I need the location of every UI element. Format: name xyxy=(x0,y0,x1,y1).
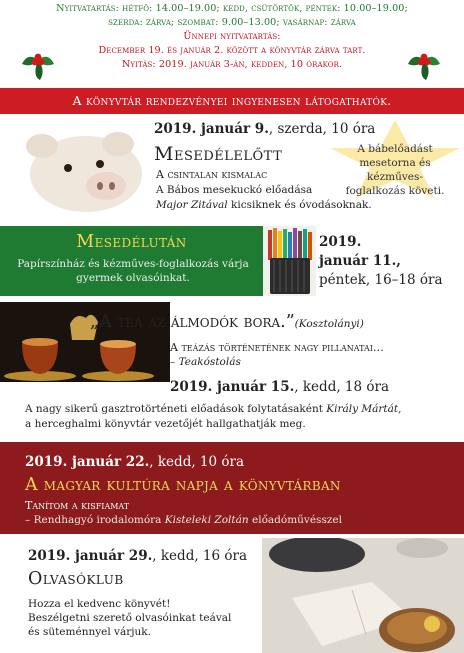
event3-title: „A tea az álmodók bora.”(Kosztolányi) xyxy=(90,312,364,332)
event4-date: 2019. január 22., kedd, 10 óra xyxy=(25,454,245,470)
holly-icon xyxy=(404,42,444,82)
holiday-closure-line: December 19. és január 2. között a könyvtár zárva tart. xyxy=(98,45,366,56)
holiday-hours-title: Ünnepi nyitvatartás: xyxy=(183,31,281,42)
event1-star-note: A bábelőadást mesetorna és kézműves-foglalkozás követi. xyxy=(345,143,445,197)
hours-line-1: Nyitvatartás: hétfő: 14.00–19.00; kedd, csütörtök, péntek: 10.00–19.00; xyxy=(56,3,408,14)
event2-date: 2019. január 11., péntek, 16–18 óra xyxy=(319,234,443,288)
event3-description: A nagy sikerű gasztrotörténeti előadások folytatásaként Király Mártát, a herceghalmi könyvtár vezetőjét hallgathatják meg. xyxy=(25,403,402,430)
event4-description: – Rendhagyó irodalomóra Kisteleki Zoltán előadóművésszel xyxy=(25,514,342,526)
event5-date: 2019. január 29., kedd, 16 óra xyxy=(28,548,248,564)
reopening-line: Nyitás: 2019. január 3-án, kedden, 10 órakor. xyxy=(121,59,343,70)
event5-title: Olvasóklub xyxy=(28,569,124,589)
event5-description: Hozza el kedvenc könyvét! Beszélgetni szerető olvasóinkat teával és süteménnyel várjuk. xyxy=(28,598,232,638)
event3-subtitle-2: – Teakóstolás xyxy=(170,356,241,368)
toy-pig-image xyxy=(6,116,152,216)
event2-description: Papírszínház és kézműves-foglalkozás várja gyermek olvasóinkat. xyxy=(17,258,249,284)
colored-pencils-image xyxy=(264,226,316,296)
event1-date: 2019. január 9., szerda, 10 óra xyxy=(154,121,376,137)
event3-date: 2019. január 15., kedd, 18 óra xyxy=(170,379,390,395)
event1-subtitle: A csintalan kismalac xyxy=(156,168,268,181)
event1-title: Mesedélelőtt xyxy=(154,143,283,165)
event4-title: A magyar kultúra napja a könyvtárban xyxy=(25,475,341,495)
event4-subtitle: Tanítom a kisfiamat xyxy=(25,499,130,512)
event3-subtitle: A teázás történetének nagy pillanatai… xyxy=(170,341,384,354)
event2-title: Mesedélután xyxy=(76,232,187,252)
holly-icon xyxy=(18,42,58,82)
event1-description: A Bábos mesekuckó előadása Major Zitával kicsiknek és óvodásoknak. xyxy=(156,184,372,211)
opening-hours-header xyxy=(0,0,464,88)
hours-line-2: szerda: zárva; szombat: 9.00–13.00; vasárnap: zárva xyxy=(108,17,356,28)
free-admission-banner: A könyvtár rendezvényei ingyenesen látogathatók. xyxy=(0,88,464,114)
book-and-tea-image xyxy=(262,538,464,653)
